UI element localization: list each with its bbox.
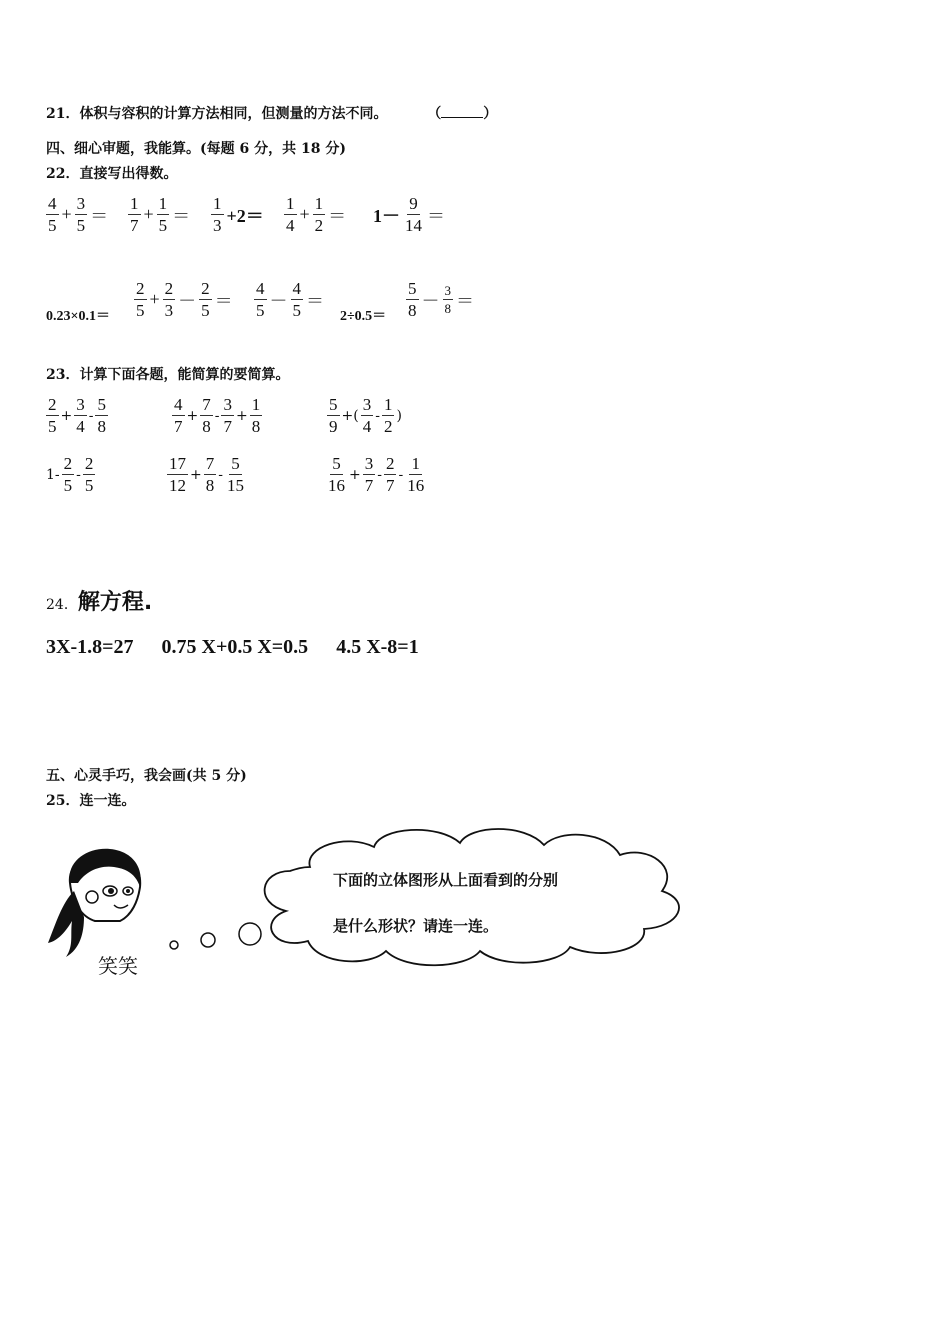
q22-title: 22．直接写出得数。 (46, 166, 178, 182)
q23-problem-5: $\frac{17}{12}$ + $\frac{7}{8}$ - $\frac{5}{15}$ (169, 454, 244, 495)
q23-problem-6: $\frac{5}{16}$ + $\frac{3}{7}$ - $\frac{2}{7}$ - $\frac{1}{16}$ (328, 454, 425, 495)
q21-paren-close: ） (483, 106, 498, 122)
q21-line (46, 103, 497, 123)
q24-equation-2: 0.75 X+0.5 X=0.5 (161, 636, 309, 658)
q23-problem-1: $\frac{2}{5}$ + $\frac{3}{4}$ - $\frac{5}{8}$ (48, 395, 106, 436)
section4-title: 四、细心审题，我能算。(每题 6 分，共 18 分) (46, 141, 346, 157)
section5-title: 五、心灵手巧，我会画(共 5 分) (46, 768, 247, 784)
q22-row1-e3: $\frac{1}{3}$ +2＝ (213, 194, 264, 235)
q22-row2-e2: $\frac{2}{5}$ + $\frac{2}{3}$ － $\frac{2}{5}$ ＝ (136, 279, 233, 320)
q24-number: 24． (46, 597, 78, 613)
q23-title: 23．计算下面各题，能简算的要简算。 (46, 367, 290, 383)
cloud-text-line-2: 是什么形状？请连一连。 (333, 917, 499, 935)
q25-illustration (40, 825, 710, 985)
q22-row1-e2: $\frac{1}{7}$ + $\frac{1}{5}$ ＝ (130, 194, 191, 235)
thought-bubble-medium-icon (201, 933, 215, 947)
q22-row2-e3: $\frac{4}{5}$ － $\frac{4}{5}$ ＝ (256, 279, 324, 320)
q21-text: 21．体积与容积的计算方法相同，但测量的方法不同。 (46, 106, 388, 122)
q24-equation-3: 4.5 X-8=1 (336, 636, 419, 658)
q22-row2-e5: $\frac{5}{8}$ － $\frac{3}{8}$ ＝ (408, 279, 474, 320)
thought-bubble-small-icon (170, 941, 178, 949)
q21-paren-open: （ (427, 106, 442, 122)
q21-answer-blank[interactable] (441, 105, 483, 118)
cloud-text-line-1: 下面的立体图形从上面看到的分别 (333, 871, 559, 889)
q23-problem-4: 1- $\frac{2}{5}$ - $\frac{2}{5}$ (46, 454, 94, 495)
q24-equation-1: 3X-1.8=27 (46, 636, 134, 658)
thought-cloud-icon (265, 829, 679, 965)
q22-row1-e1: $\frac{4}{5}$ + $\frac{3}{5}$ ＝ (48, 194, 109, 235)
q24-heading (46, 585, 152, 616)
character-name-label: 笑笑 (98, 954, 138, 978)
q22-row1-e5: 1－ $\frac{9}{14}$ ＝ (373, 194, 445, 235)
q22-row2-e1: 0.23×0.1＝ (46, 309, 110, 324)
thought-bubble-large-icon (239, 923, 261, 945)
q24-title: 解方程. (77, 590, 153, 615)
q23-problem-3: $\frac{5}{9}$ +( $\frac{3}{4}$ - $\frac{1}{2}$ ) (329, 395, 402, 436)
q23-problem-2: $\frac{4}{7}$ + $\frac{7}{8}$ - $\frac{3}{7}$ + $\frac{1}{8}$ (174, 395, 261, 436)
q22-row1-e4: $\frac{1}{4}$ + $\frac{1}{2}$ ＝ (286, 194, 347, 235)
q25-title: 25．连一连。 (46, 793, 136, 809)
girl-character-icon (48, 849, 141, 957)
q24-equations (46, 636, 419, 659)
q22-row2-e4: 2÷0.5＝ (340, 309, 387, 324)
